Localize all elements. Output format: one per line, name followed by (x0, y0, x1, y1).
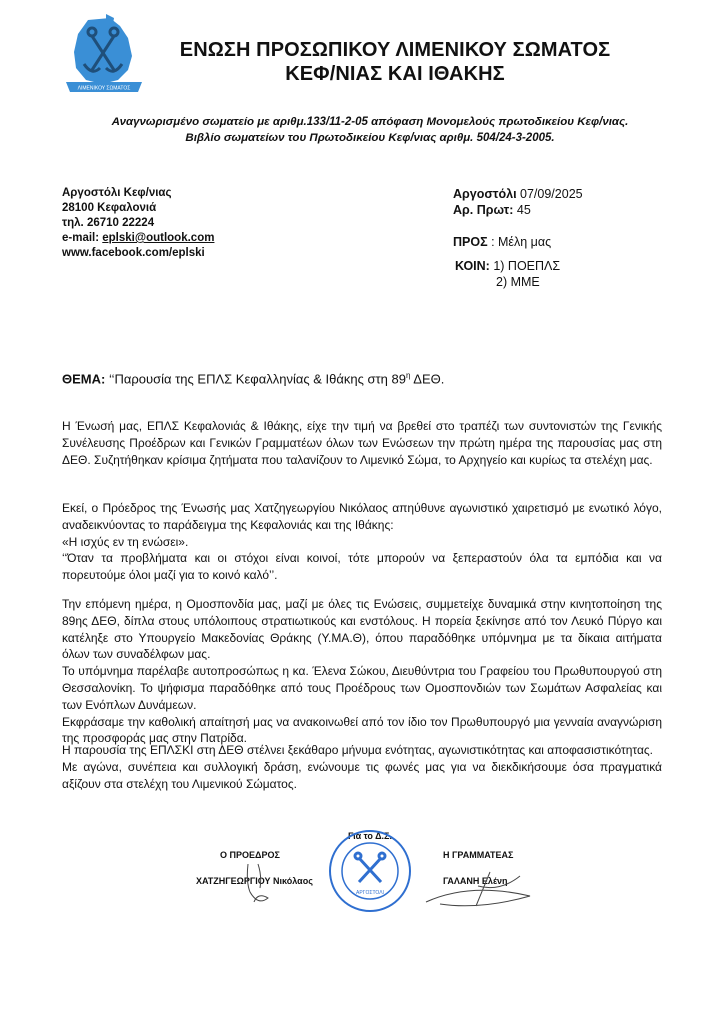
for-board-label: Για το Δ.Σ. (348, 831, 392, 841)
secretary-title: Η ΓΡΑΜΜΑΤΕΑΣ (443, 850, 514, 860)
sender-email-row (62, 231, 214, 246)
cc-row (455, 258, 583, 274)
email-label: e-mail: (62, 232, 103, 244)
signature-scribble-icon (228, 862, 298, 912)
date-row (453, 186, 583, 202)
svg-text:ΛΙΜΕΝΙΚΟΥ ΣΩΜΑΤΟΣ: ΛΙΜΕΝΙΚΟΥ ΣΩΜΑΤΟΣ (77, 85, 131, 92)
subject-sup: η (405, 371, 411, 380)
paragraph-quote: ‘‘Όταν τα προβλήματα και οι στόχοι είναι κοινοί, τότε μπορούν να ξεπεραστούν όλα τα εμπόδια και να πορευτούμε όλοι μαζί για το κοινό καλό’’. (62, 551, 662, 583)
secretary-signature (420, 862, 540, 912)
protocol-row (453, 202, 583, 218)
subject-label: ΘΕΜΑ: (62, 371, 106, 387)
subject-text: ‘‘Παρουσία της ΕΠΛΣ Κεφαλληνίας & Ιθάκης στη 89 (105, 371, 406, 387)
paragraph-text: Την επόμενη ημέρα, η Ομοσπονδία μας, μαζί με όλες τις Ενώσεις, συμμετείχε δυναμικά στην κινητοποίηση της 89ης ΔΕΘ, δίπλα στους υπόλοιπους στρατιωτικούς και ενστόλους. Η πορεία ξεκίνησε από τον Λευκό Πύργο και κατέληξε στο Υπουργείο Μακεδονίας Θράκης (Υ.ΜΑ.Θ), όπου παραδόθηκε υπόμνημα με τα δίκαια αιτήματα όλων των συναδέλφων μας. (62, 597, 662, 662)
official-stamp (327, 828, 413, 914)
title-line-1: ΕΝΩΣΗ ΠΡΟΣΩΠΙΚΟΥ ΛΙΜΕΝΙΚΟΥ ΣΩΜΑΤΟΣ (179, 39, 611, 61)
svg-text:ΑΡΓΟΣΤΟΛΙ: ΑΡΓΟΣΤΟΛΙ (356, 890, 384, 896)
paragraph-2 (62, 500, 662, 584)
title-line-2: ΚΕΦ/ΝΙΑΣ ΚΑΙ ΙΘΑΚΗΣ (285, 63, 505, 85)
sender-phone: τηλ. 26710 22224 (62, 217, 155, 229)
stamp-anchor-icon (327, 828, 413, 914)
protocol-number: 45 (516, 203, 531, 217)
registration-line-1: Αναγνωρισμένο σωματείο με αριθμ.133/11-2-05 απόφαση Μονομελούς πρωτοδικείου Κεφ/νιας. (111, 116, 629, 128)
sender-address (62, 186, 214, 261)
date-value: 07/09/2025 (520, 187, 583, 201)
email-link[interactable]: eplski@outlook.com (102, 232, 215, 244)
paragraph-3 (62, 596, 662, 747)
paragraph-text: Εκεί, ο Πρόεδρος της Ένωσής μας Χατζηγεωργίου Νικόλαος απηύθυνε αγωνιστικό χαιρετισμό με ενωτικό λόγο, αναδεικνύοντας το παράδειγμα της Κεφαλονιάς και της Ιθάκης: (62, 501, 662, 532)
signature-scribble-icon (420, 862, 540, 912)
president-signature (228, 862, 298, 912)
secretary-name: ΓΑΛΑΝΗ Ελένη (443, 876, 508, 886)
paragraph-text: Το υπόμνημα παρέλαβε αυτοπροσώπως η κα. Έλενα Σώκου, Διευθύντρια του Γραφείου του Πρωθυπουργού στη Θεσσαλονίκη. Το ψήφισμα παραδόθηκε από τους Προέδρους των Ομοσπονδιών των Σωμάτων Ασφαλείας και των Ενόπλων Δυνάμεων. (62, 664, 662, 712)
paragraph-quote: «Η ισχύς εν τη ενώσει». (62, 534, 189, 549)
paragraph-text: Η παρουσία της ΕΠΛΣΚΙ στη ΔΕΘ στέλνει ξεκάθαρο μήνυμα ενότητας, αγωνιστικότητας και αποφασιστικότητας. (62, 743, 653, 757)
anchor-emblem-icon (58, 8, 150, 100)
paragraph-text: Με αγώνα, συνέπεια και συλλογική δράση, ενώνουμε τις φωνές μας για να διεκδικήσουμε όσα πραγματικά αξίζουν στα στελέχη του Λιμενικού Σώματος. (62, 759, 662, 791)
sender-postal: 28100 Κεφαλονιά (62, 202, 157, 214)
subject-line (62, 371, 444, 386)
to-label: ΠΡΟΣ (453, 235, 488, 249)
paragraph-text: Εκφράσαμε την καθολική απαίτησή μας να ανακοινωθεί από τον ίδιο τον Πρωθυπουργό μια γενναία αναγνώριση της προσφοράς μας στην Πατρίδα. (62, 714, 662, 746)
paragraph-4 (62, 742, 662, 792)
sender-website[interactable]: www.facebook.com/eplski (62, 247, 205, 259)
paragraph-text: Η Ένωσή μας, ΕΠΛΣ Κεφαλονιάς & Ιθάκης, είχε την τιμή να βρεθεί στο τραπέζι των συντονιστών της Γενικής Συνέλευσης Προέδρων και Γενικών Γραμματέων όλων των Ενώσεων την πρώτη ημέρα της παρουσίας μας στη ΔΕΘ. Συζητήθηκαν κρίσιμα ζητήματα που ταλανίζουν το Λιμενικό Σώμα, το Αρχηγείο και κυρίως τα στελέχη μας. (62, 419, 662, 467)
place-label: Αργοστόλι (453, 187, 517, 201)
organization-title (160, 38, 630, 86)
sender-city: Αργοστόλι Κεφ/νιας (62, 187, 172, 199)
letter-meta (453, 186, 583, 290)
president-name: ΧΑΤΖΗΓΕΩΡΓΙΟΥ Νικόλαος (196, 876, 313, 886)
registration-line-2: Βιβλίο σωματείων του Πρωτοδικείου Κεφ/νιας αριθμ. 504/24-3-2005. (185, 132, 555, 144)
protocol-label: Αρ. Πρωτ: (453, 203, 514, 217)
union-logo (58, 8, 150, 100)
cc-item-2: 2) ΜΜΕ (496, 275, 540, 289)
paragraph-1 (62, 418, 662, 468)
registration-info (60, 114, 680, 146)
cc-label: ΚΟΙΝ: (455, 259, 490, 273)
subject-tail: ΔΕΘ. (410, 371, 445, 387)
president-title: Ο ΠΡΟΕΔΡΟΣ (220, 850, 280, 860)
to-row (453, 234, 583, 250)
to-value: : Μέλη μας (491, 235, 552, 249)
cc-item-1: 1) ΠΟΕΠΛΣ (493, 259, 561, 273)
